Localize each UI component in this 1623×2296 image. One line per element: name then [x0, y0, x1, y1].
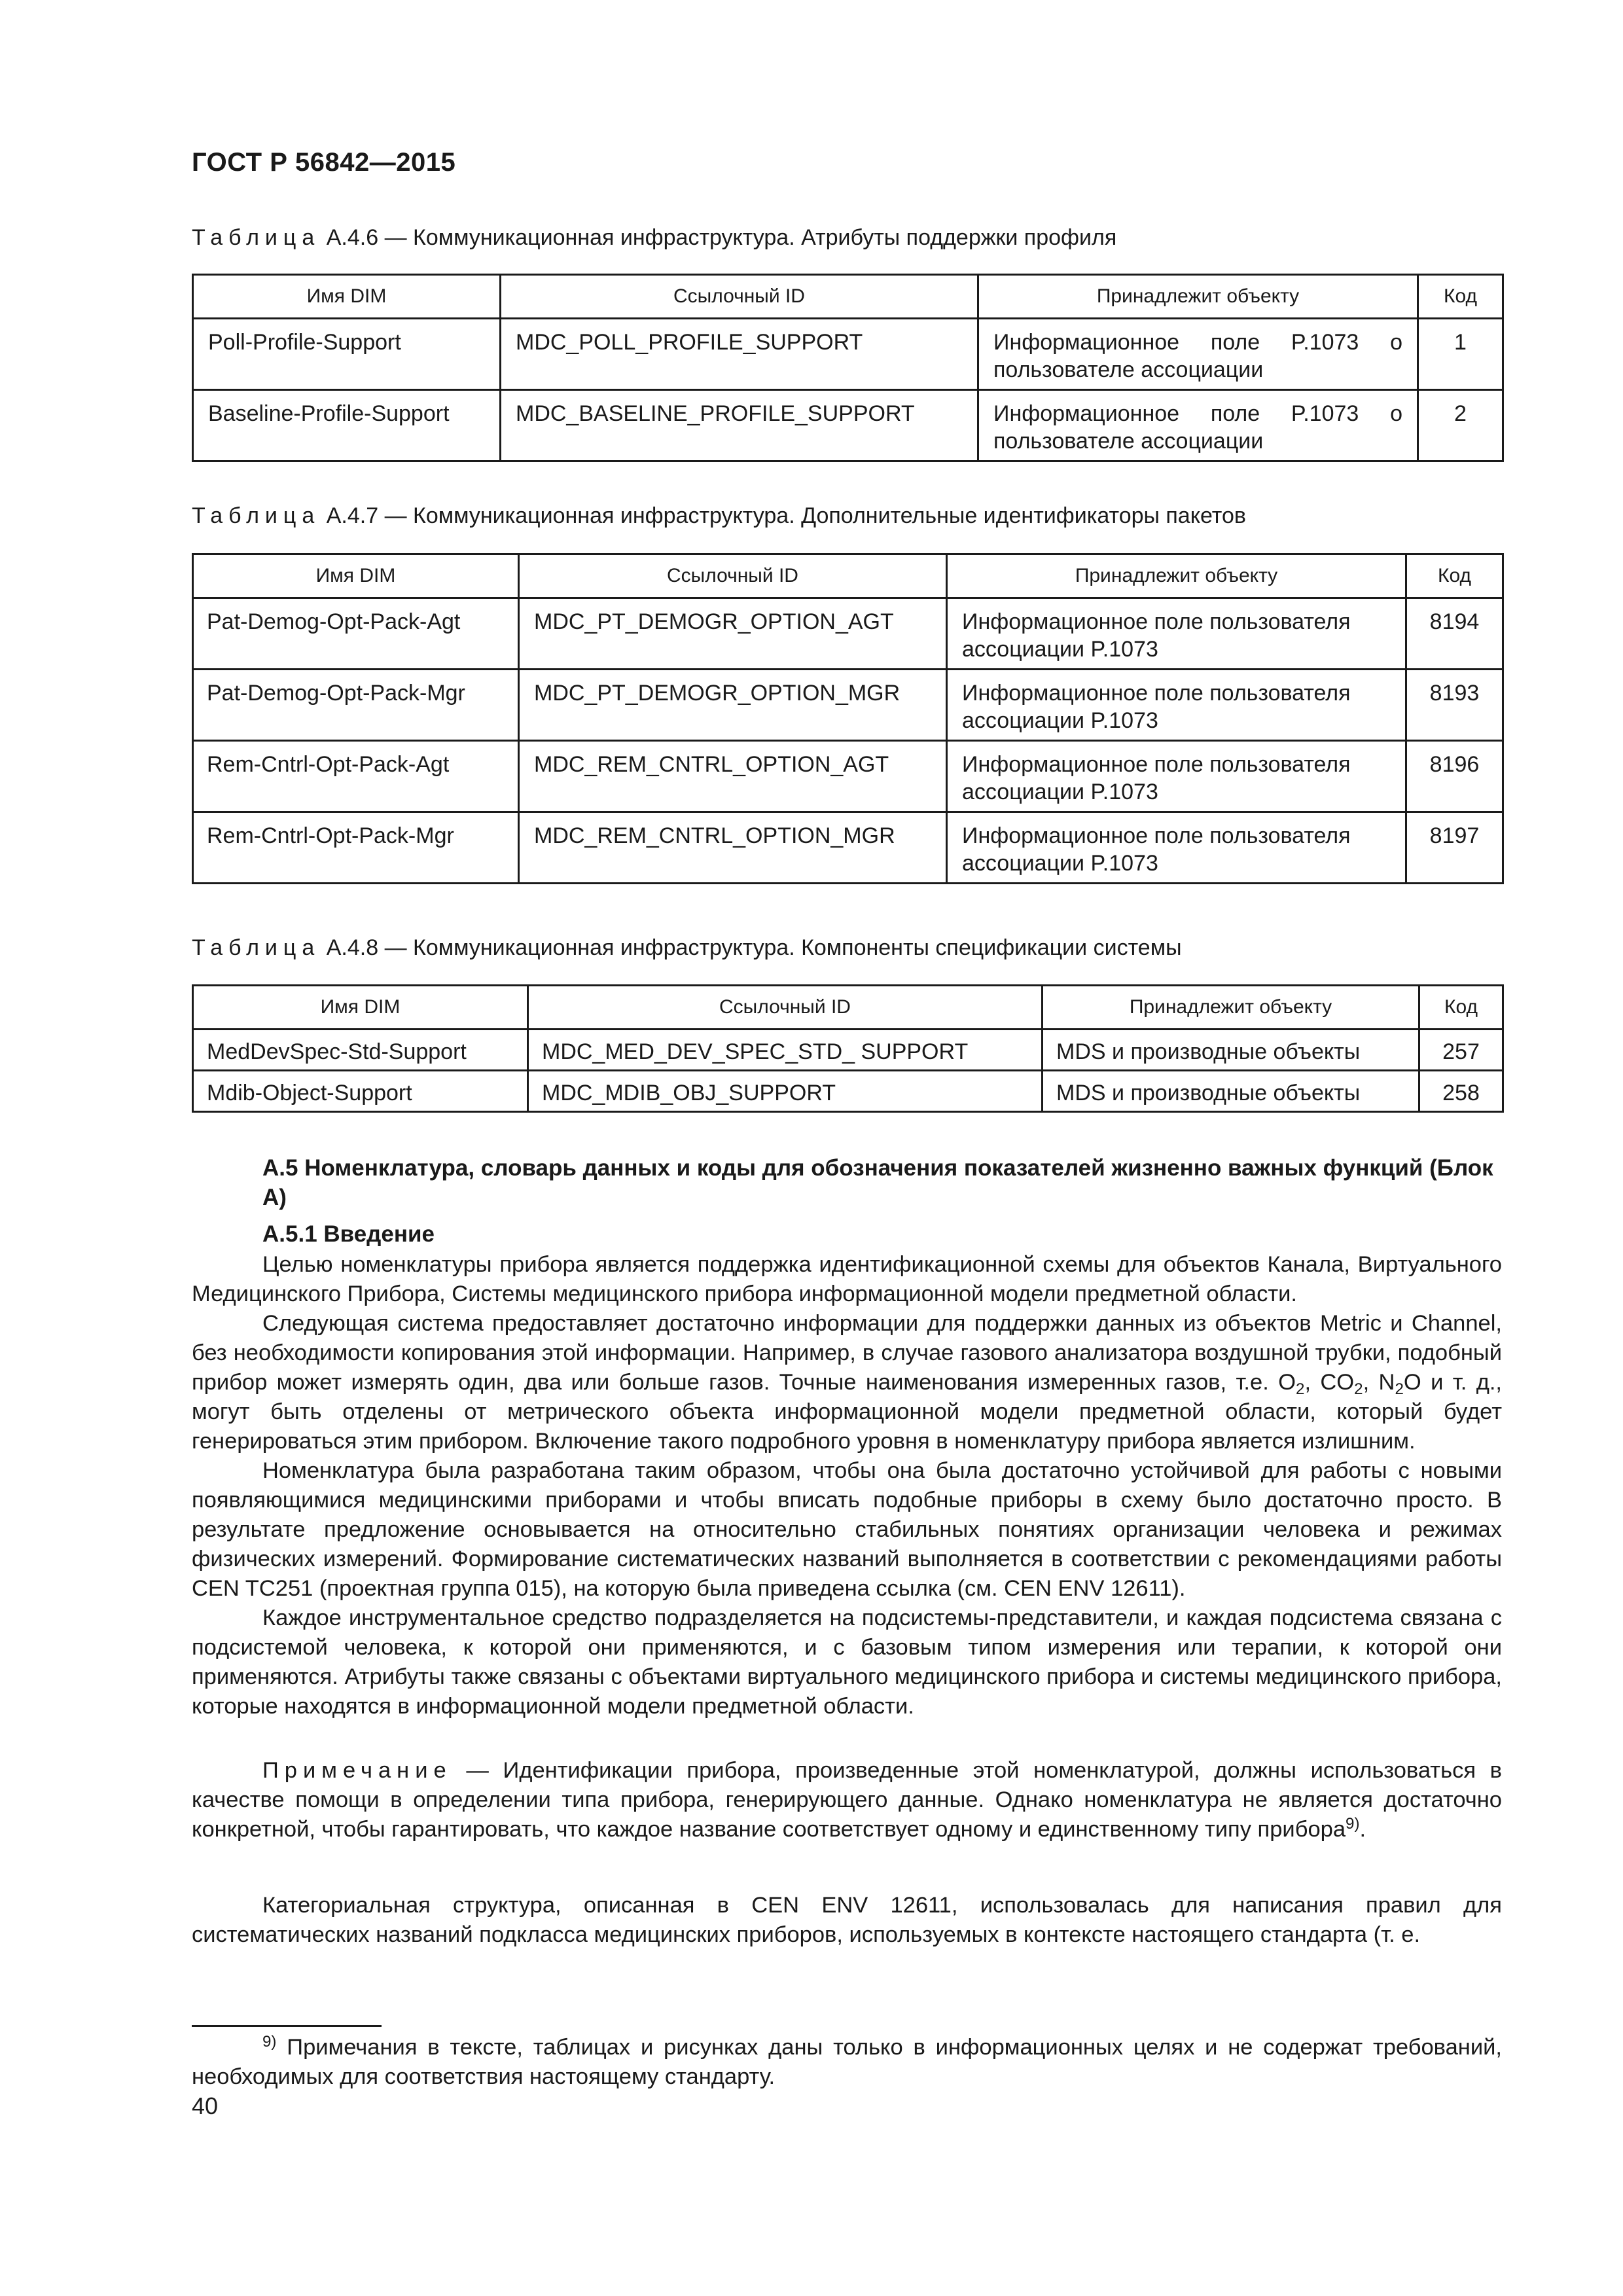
column-header: Имя DIM: [193, 986, 528, 1030]
column-header: Ссылочный ID: [501, 275, 978, 319]
body-paragraph: Целью номенклатуры прибора является поддержка идентификационной схемы для объектов Канала, Виртуального Медицинского Прибора, Системы медицинского прибора информационной модели предметной области.: [192, 1252, 1502, 1306]
note-label: Примечание: [262, 1758, 452, 1783]
table-cell: 2: [1418, 390, 1503, 461]
table-cell: 8196: [1406, 741, 1503, 812]
table-caption: [192, 503, 1246, 529]
column-header: Код: [1406, 554, 1503, 598]
column-header: Принадлежит объекту: [947, 554, 1406, 598]
table-cell: MDC_POLL_PROFILE_SUPPORT: [501, 319, 978, 390]
body-paragraph: Номенклатура была разработана таким образом, чтобы она была достаточно устойчивой для работы с новыми появляющимися медицинскими приборами и чтобы вписать подобные приборы в схему было достаточно просто. В результате предложение основывается на относительно стабильных понятиях организации человека и режимах физических измерений. Формирование систематических названий выполняется в соответствии с рекомендациями работы CEN TC251 (проектная группа 015), на которую была приведена ссылка (см. CEN ENV 12611).: [192, 1458, 1502, 1601]
body-paragraph: Категориальная структура, описанная в CEN ENV 12611, использовалась для написания правил для систематических названий подкласса медицинских приборов, используемых в контексте настоящего стандарта (т. е.: [192, 1893, 1502, 1947]
caption-text: А.4.6 — Коммуникационная инфраструктура. Атрибуты поддержки профиля: [320, 225, 1117, 250]
table-a-4-6: [192, 274, 1504, 462]
table-cell: Pat-Demog-Opt-Pack-Agt: [193, 598, 519, 670]
body-paragraph: Следующая система предоставляет достаточно информации для поддержки данных из объектов Metric и Channel, без необходимости копирования этой информации. Например, в случае газового анализатора воздушной трубки, подобный прибор может измерять один, два или больше газов. Точные наименования измеренных газов, т.е. $O_2$, $CO_2$, $N_2O$ и т. д., могут быть отделены от метрического объекта информационной модели предметной области, который будет генерироваться этим прибором. Включение такого подробного уровня в номенклатуру прибора является излишним.: [192, 1311, 1502, 1454]
caption-text: А.4.8 — Коммуникационная инфраструктура. Компоненты спецификации системы: [320, 935, 1182, 960]
table-header-row: [193, 554, 1503, 598]
document-header: ГОСТ Р 56842—2015: [192, 148, 456, 177]
body-paragraph: Каждое инструментальное средство подразделяется на подсистемы-представители, и каждая подсистема связана с подсистемой человека, к которой они применяются, и с базовым типом измерения или терапии, к которой они применяются. Атрибуты также связаны с объектами виртуального медицинского прибора и системы медицинского прибора, которые находятся в информационной модели предметной области.: [192, 1605, 1502, 1719]
table-cell: MDC_REM_CNTRL_OPTION_MGR: [519, 812, 947, 884]
table-row: [193, 1030, 1503, 1071]
table-a-4-7: [192, 553, 1504, 884]
column-header: Код: [1419, 986, 1503, 1030]
table-cell: 257: [1419, 1030, 1503, 1071]
table-cell: Информационное поле пользователя ассоциации P.1073: [947, 670, 1406, 741]
subsection-heading: А.5.1 Введение: [262, 1221, 435, 1247]
table-cell: MDC_PT_DEMOGR_OPTION_MGR: [519, 670, 947, 741]
table-cell: MDC_MDIB_OBJ_SUPPORT: [528, 1071, 1043, 1112]
section-body: [192, 1250, 1502, 1721]
table-cell: 1: [1418, 319, 1503, 390]
table-cell: Mdib-Object-Support: [193, 1071, 528, 1112]
table-cell: 8197: [1406, 812, 1503, 884]
table-cell: Информационное поле пользователя ассоциации P.1073: [947, 741, 1406, 812]
table-cell: MDC_BASELINE_PROFILE_SUPPORT: [501, 390, 978, 461]
table-caption: [192, 935, 1182, 961]
table-cell: Информационное поле P.1073 о пользователе ассоциации: [978, 390, 1418, 461]
footnote-mark: 9): [262, 2032, 277, 2051]
table-cell: 8194: [1406, 598, 1503, 670]
table-row: [193, 741, 1503, 812]
footnote: $^{9)}$ Примечания в тексте, таблицах и рисунках даны только в информационных целях и не содержат требований, необходимых для соответствия настоящему стандарту.: [192, 2032, 1502, 2089]
caption-prefix: Таблица: [192, 503, 321, 528]
table-cell: MDS и производные объекты: [1043, 1030, 1419, 1071]
table-cell: MDS и производные объекты: [1043, 1071, 1419, 1112]
table-cell: Pat-Demog-Opt-Pack-Mgr: [193, 670, 519, 741]
column-header: Имя DIM: [193, 275, 501, 319]
column-header: Принадлежит объекту: [978, 275, 1418, 319]
table-row: [193, 319, 1503, 390]
note-paragraph: Примечание — Идентификации прибора, произведенные этой номенклатурой, должны использоваться в качестве помощи в определении типа прибора, генерирующего данные. Однако номенклатура не является достаточно конкретной, чтобы гарантировать, что каждое название соответствует одному и единственному типу прибора$^{9)}$.: [192, 1758, 1502, 1842]
page-number: 40: [192, 2092, 219, 2119]
caption-prefix: Таблица: [192, 225, 321, 250]
table-row: [193, 390, 1503, 461]
table-a-4-8: [192, 984, 1504, 1113]
table-cell: MDC_REM_CNTRL_OPTION_AGT: [519, 741, 947, 812]
table-cell: Poll-Profile-Support: [193, 319, 501, 390]
table-cell: 8193: [1406, 670, 1503, 741]
footnote-divider: [192, 2025, 382, 2027]
section-heading: А.5 Номенклатура, словарь данных и коды для обозначения показателей жизненно важных функций (Блок А): [262, 1155, 1493, 1210]
column-header: Принадлежит объекту: [1043, 986, 1419, 1030]
table-cell: MDC_PT_DEMOGR_OPTION_AGT: [519, 598, 947, 670]
table-cell: Информационное поле P.1073 о пользователе ассоциации: [978, 319, 1418, 390]
table-cell: MDC_MED_DEV_SPEC_STD_ SUPPORT: [528, 1030, 1043, 1071]
table-row: [193, 670, 1503, 741]
table-row: [193, 598, 1503, 670]
table-row: [193, 812, 1503, 884]
table-header-row: [193, 986, 1503, 1030]
table-cell: MedDevSpec-Std-Support: [193, 1030, 528, 1071]
table-cell: Baseline-Profile-Support: [193, 390, 501, 461]
table-cell: Информационное поле пользователя ассоциации P.1073: [947, 812, 1406, 884]
table-caption: [192, 225, 1116, 251]
table-cell: Rem-Cntrl-Opt-Pack-Mgr: [193, 812, 519, 884]
table-header-row: [193, 275, 1503, 319]
caption-text: А.4.7 — Коммуникационная инфраструктура. Дополнительные идентификаторы пакетов: [320, 503, 1246, 528]
table-cell: Информационное поле пользователя ассоциации P.1073: [947, 598, 1406, 670]
column-header: Имя DIM: [193, 554, 519, 598]
column-header: Ссылочный ID: [528, 986, 1043, 1030]
column-header: Ссылочный ID: [519, 554, 947, 598]
table-cell: 258: [1419, 1071, 1503, 1112]
footnote-ref: 9): [1346, 1814, 1360, 1833]
table-row: [193, 1071, 1503, 1112]
table-cell: Rem-Cntrl-Opt-Pack-Agt: [193, 741, 519, 812]
caption-prefix: Таблица: [192, 935, 321, 960]
column-header: Код: [1418, 275, 1503, 319]
